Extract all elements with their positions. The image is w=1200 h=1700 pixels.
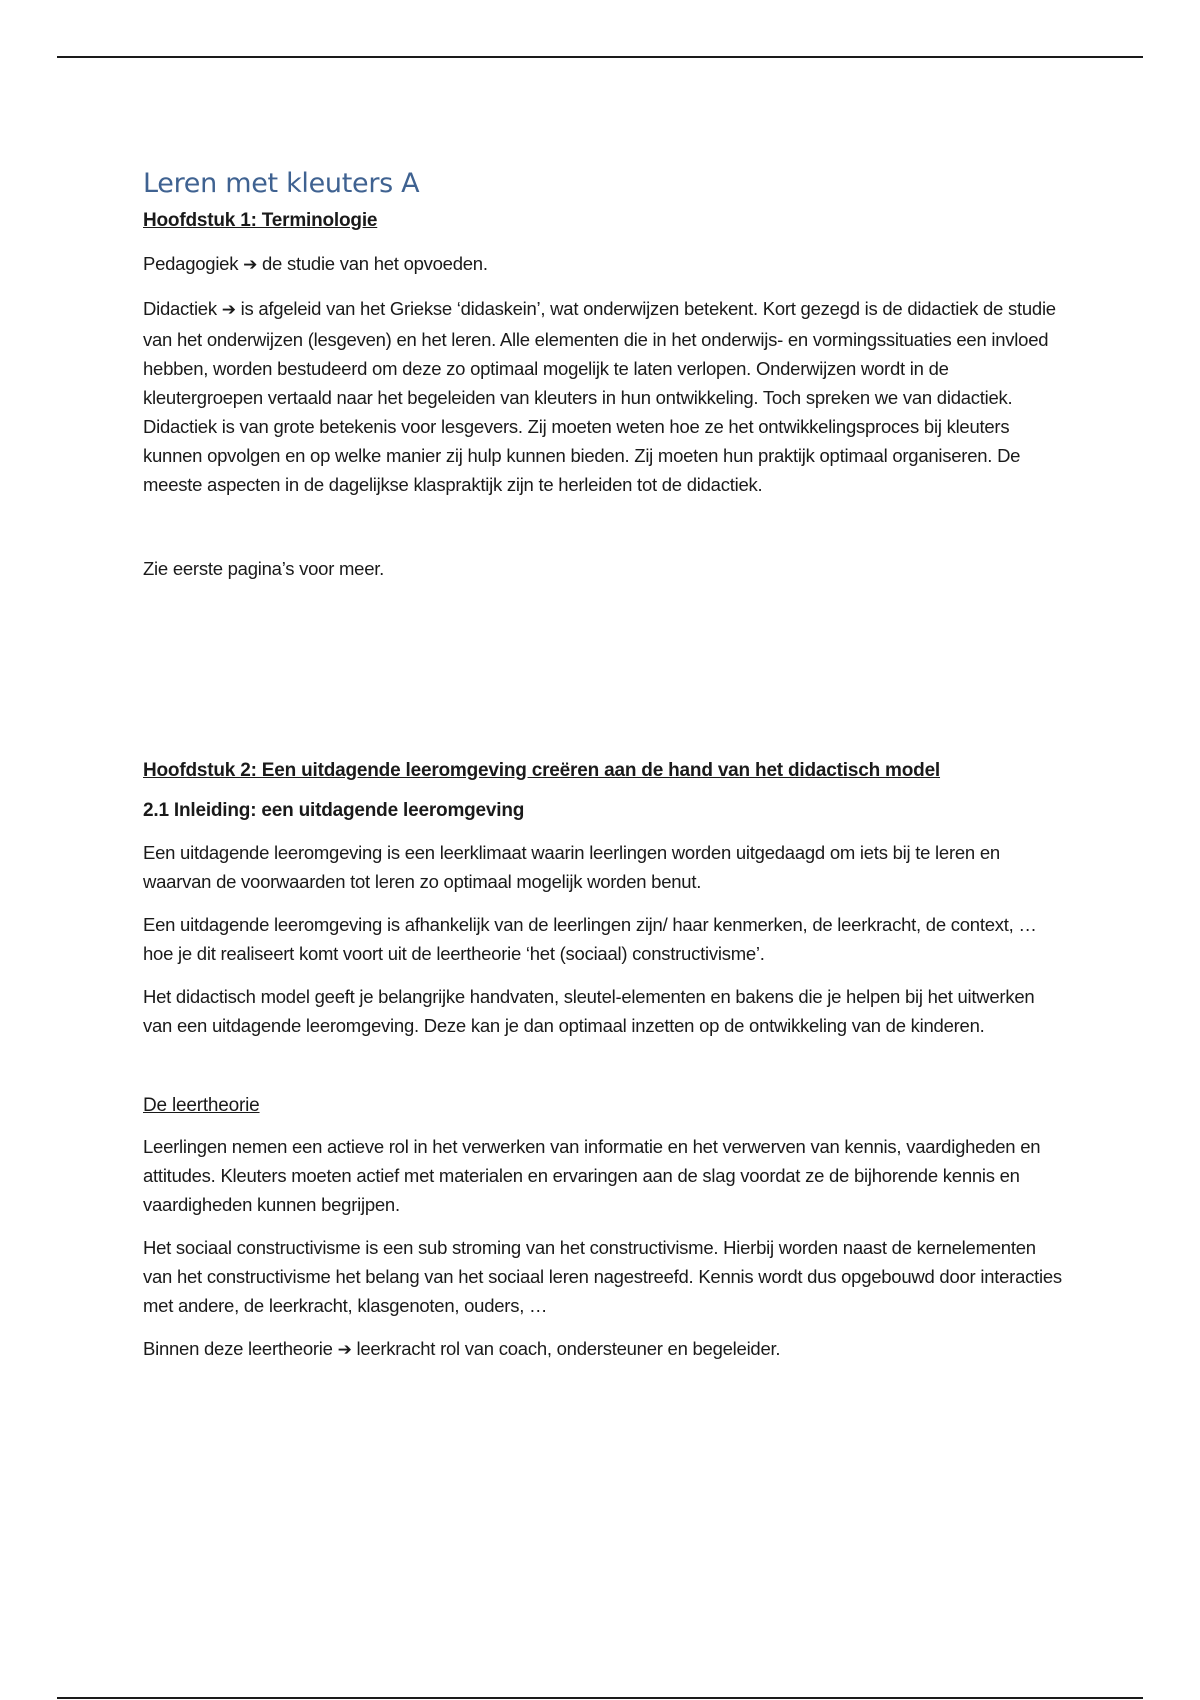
document-page	[143, 166, 1063, 1379]
chapter-1-note: Zie eerste pagina’s voor meer.	[143, 557, 385, 579]
pedagogiek-text: de studie van het opvoeden.	[262, 252, 488, 274]
arrow-right-icon: ➔	[337, 1340, 352, 1361]
arrow-right-icon: ➔	[243, 254, 258, 275]
theory-paragraph: Leerlingen nemen een actieve rol in het verwerken van informatie en het verwerven van kennis, vaardigheden en attitudes. Kleuters moeten actief met materialen en ervaringen aan de slag voordat ze de bijhorende kennis en vaardigheden kunnen begrijpen.	[143, 1136, 1041, 1216]
didactiek-text: is afgeleid van het Griekse ‘didaskein’, wat onderwijzen betekent. Kort gezegd is de didactiek de studie van het onderwijzen (lesgeven) en het leren. Alle elementen die in het onderwijs- en vormingssituaties een invloed hebben, worden bestudeerd om deze zo optimaal mogelijk te laten verlopen. Onderwijzen wordt in de kleutergroepen vertaald naar het begeleiden van kleuters in hun ontwikkeling. Toch spreken we van didactiek. Didactiek is van grote betekenis voor lesgevers. Zij moeten weten hoe ze het ontwikkelingsproces bij kleuters kunnen opvolgen en op welke manier zij hulp kunnen bieden. Zij moeten hun praktijk optimaal organiseren. De meeste aspecten in de dagelijkse klaspraktijk zijn te herleiden tot de didactiek.	[143, 297, 1056, 495]
footer-rule	[57, 1697, 1143, 1699]
didactiek-term: Didactiek	[143, 297, 217, 319]
pedagogiek-definition	[143, 249, 1063, 280]
chapter-2-paragraph: Een uitdagende leeromgeving is afhankelijk van de leerlingen zijn/ haar kenmerken, de leerkracht, de context, … hoe je dit realiseert komt voort uit de leertheorie ‘het (sociaal) constructivisme’.	[143, 914, 1037, 965]
chapter-1-heading: Hoofdstuk 1: Terminologie	[143, 210, 378, 232]
pedagogiek-term: Pedagogiek	[143, 252, 239, 274]
didactiek-definition	[143, 294, 1063, 499]
closing-text: leerkracht rol van coach, ondersteuner en begeleider.	[356, 1338, 781, 1360]
chapter-2-paragraph: Het didactisch model geeft je belangrijke handvaten, sleutel-elementen en bakens die je helpen bij het uitwerken van een uitdagende leeromgeving. Deze kan je dan optimaal inzetten op de ontwikkeling van de kinderen.	[143, 986, 1035, 1037]
closing-statement	[143, 1334, 1063, 1365]
header-rule	[57, 56, 1143, 58]
theory-paragraph: Het sociaal constructivisme is een sub stroming van het constructivisme. Hierbij worden naast de kernelementen van het constructivisme het belang van het sociaal leren nagestreefd. Kennis wordt dus opgebouwd door interacties met andere, de leerkracht, klasgenoten, ouders, …	[143, 1237, 1062, 1317]
section-2-1-heading: 2.1 Inleiding: een uitdagende leeromgeving	[143, 799, 525, 821]
chapter-2-paragraph: Een uitdagende leeromgeving is een leerklimaat waarin leerlingen worden uitgedaagd om iets bij te leren en waarvan de voorwaarden tot leren zo optimaal mogelijk worden benut.	[143, 842, 1000, 893]
document-title: Leren met kleuters A	[143, 168, 420, 199]
arrow-right-icon: ➔	[221, 299, 236, 320]
chapter-2-heading: Hoofdstuk 2: Een uitdagende leeromgeving creëren aan de hand van het didactisch model	[143, 759, 941, 781]
leertheorie-subheading: De leertheorie	[143, 1095, 260, 1117]
closing-term: Binnen deze leertheorie	[143, 1338, 333, 1360]
